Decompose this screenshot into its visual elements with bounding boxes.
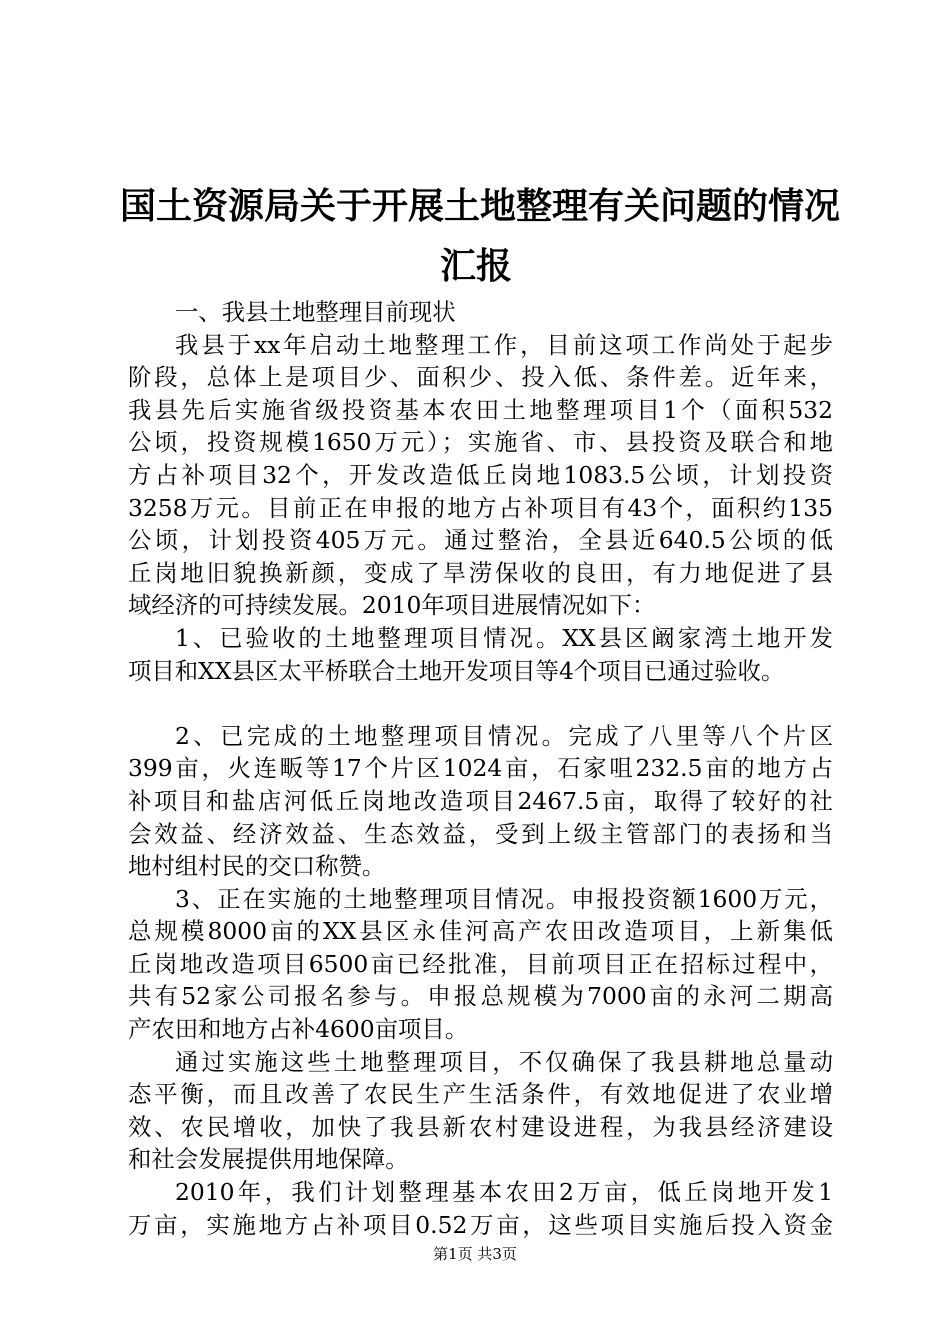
section-heading: 一、我县土地整理目前现状 <box>175 298 456 326</box>
paragraph-line: 共有52家公司报名参与。申报总规模为7000亩的永河二期高 <box>128 982 833 1011</box>
paragraph-line: 万亩，实施地方占补项目0.52万亩，这些项目实施后投入资金 <box>128 1210 833 1239</box>
paragraph-line: 方占补项目32个，开发改造低丘岗地1083.5公顷，计划投资 <box>128 460 833 489</box>
paragraph-line: 1、已验收的土地整理项目情况。XX县区阚家湾土地开发 <box>175 623 833 652</box>
paragraph-line: 我县于xx年启动土地整理工作，目前这项工作尚处于起步 <box>175 330 833 359</box>
paragraph-line: 总规模8000亩的XX县区永佳河高产农田改造项目，上新集低 <box>128 917 833 946</box>
paragraph-line: 地村组村民的交口称赞。 <box>128 852 386 881</box>
paragraph-line: 公顷，计划投资405万元。通过整治，全县近640.5公顷的低 <box>128 526 833 555</box>
paragraph-line: 效、农民增收，加快了我县新农村建设进程，为我县经济建设 <box>128 1112 833 1141</box>
paragraph-line: 产农田和地方占补4600亩项目。 <box>128 1015 469 1044</box>
paragraph-line: 和社会发展提供用地保障。 <box>128 1145 409 1174</box>
paragraph-line: 阶段，总体上是项目少、面积少、投入低、条件差。近年来， <box>128 363 833 392</box>
paragraph-line: 补项目和盐店河低丘岗地改造项目2467.5亩，取得了较好的社 <box>128 786 833 815</box>
paragraph-line: 通过实施这些土地整理项目，不仅确保了我县耕地总量动 <box>175 1047 833 1076</box>
paragraph-line: 公顷，投资规模1650万元）；实施省、市、县投资及联合和地 <box>128 428 833 457</box>
paragraph-line: 项目和XX县区太平桥联合土地开发项目等4个项目已通过验收。 <box>128 656 785 685</box>
paragraph-line: 2010年，我们计划整理基本农田2万亩，低丘岗地开发1 <box>175 1178 833 1207</box>
paragraph-line: 我县先后实施省级投资基本农田土地整理项目1个（面积532 <box>128 395 833 424</box>
paragraph-line: 丘岗地改造项目6500亩已经批准，目前项目正在招标过程中， <box>128 949 833 978</box>
paragraph-line: 态平衡，而且改善了农民生产生活条件，有效地促进了农业增 <box>128 1080 833 1109</box>
paragraph-line: 域经济的可持续发展。2010年项目进展情况如下： <box>128 591 656 620</box>
paragraph-line: 3、正在实施的土地整理项目情况。申报投资额1600万元， <box>175 884 833 913</box>
paragraph-line: 3258万元。目前正在申报的地方占补项目有43个，面积约135 <box>128 493 833 522</box>
document-title-line-1: 国土资源局关于开展土地整理有关问题的情况 <box>120 185 841 227</box>
blank-line <box>128 687 833 720</box>
document-body <box>128 296 833 1241</box>
paragraph-line: 丘岗地旧貌换新颜，变成了旱涝保收的良田，有力地促进了县 <box>128 558 833 587</box>
page-footer: 第1页 共3页 <box>433 1245 517 1263</box>
paragraph-line: 399亩，火连畈等17个片区1024亩，石家咀232.5亩的地方占 <box>128 754 833 783</box>
paragraph-line: 2、已完成的土地整理项目情况。完成了八里等八个片区 <box>175 721 833 750</box>
paragraph-line: 会效益、经济效益、生态效益，受到上级主管部门的表扬和当 <box>128 819 833 848</box>
document-title-line-2: 汇报 <box>439 245 512 287</box>
